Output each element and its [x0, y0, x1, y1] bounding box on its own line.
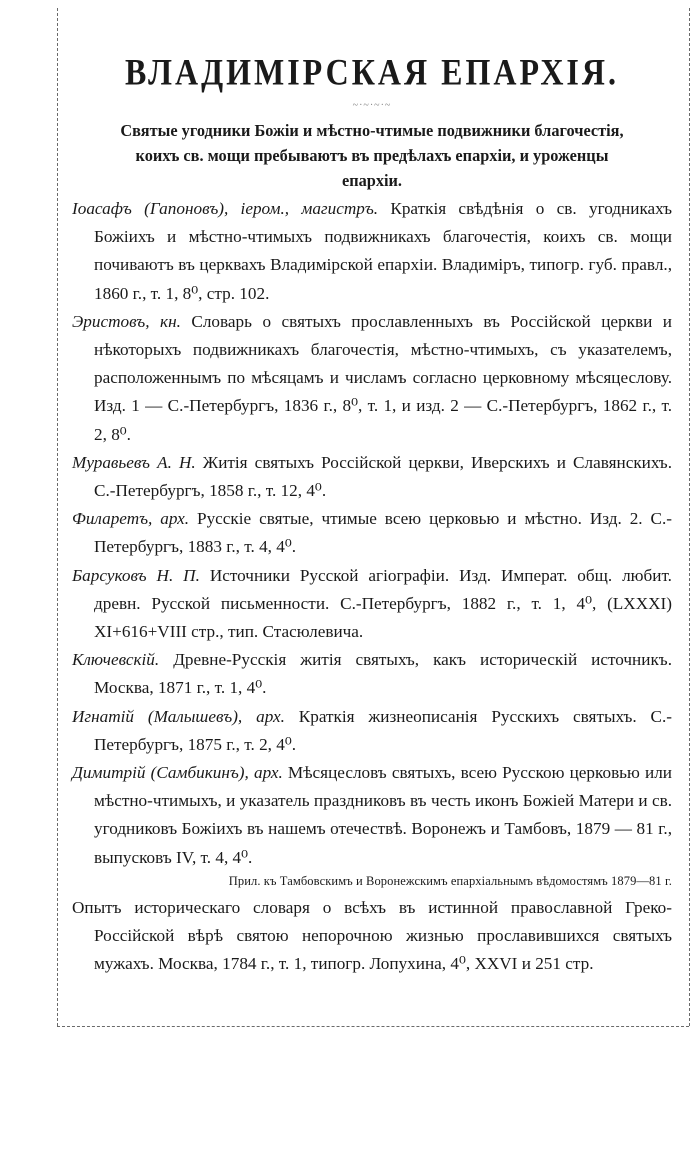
entry-body: Словарь о святыхъ прославленныхъ въ Россійской церкви и нѣкоторыхъ подвижникахъ благочестія, мѣстно-чтимыхъ, съ указателемъ, расположеннымъ по мѣсяцамъ и числамъ согласно церковному мѣсяцеслову. Изд. 1 — С.-Петербургъ, 1836 г., 8⁰, т. 1, и изд. 2 — С.-Петербургъ, 1862 г., т. 2, 8⁰.: [94, 311, 672, 444]
entry-body: Источники Русской агіографіи. Изд. Императ. общ. любит. древн. Русской письменности. С.-Петербургъ, 1882 г., т. 1, 4⁰, (LXXXI) XI+616+VIII стр., тип. Стасюлевича.: [94, 565, 672, 642]
entry-author: Филаретъ, арх.: [72, 509, 190, 529]
bibliography-entry: [72, 646, 672, 702]
title-ornament: ~·~·~·~: [352, 100, 392, 111]
entry-author: Барсуковъ Н. П.: [72, 565, 200, 585]
entry-body: Житія святыхъ Россійской церкви, Иверскихъ и Славянскихъ. С.-Петербургъ, 1858 г., т. 12, 4⁰.: [94, 452, 672, 501]
subtitle-line: Святые угодники Божіи и мѣстно-чтимые подвижники благочестія,: [120, 121, 624, 140]
entry-body: Мѣсяцесловъ святыхъ, всею Русскою церковью или мѣстно-чтимыхъ, и указатель праздниковъ въ честь иконъ Божіей Матери и св. угодниковъ Божіихъ въ нашемъ отечествѣ. Воронежъ и Тамбовъ, 1879 — 81 г., выпусковъ IV, т. 4, 4⁰.: [94, 763, 672, 867]
entry-body: Краткія свѣдѣнія о св. угодникахъ Божіихъ и мѣстно-чтимыхъ подвижникахъ благочестія, коихъ св. мощи почиваютъ въ церквахъ Владимірской епархіи. Владиміръ, типогр. губ. правл., 1860 г., т. 1, 8⁰, стр. 102.: [94, 199, 672, 303]
bibliography-entry: [72, 449, 672, 505]
bibliography-entry: [72, 308, 672, 449]
entry-body: Краткія жизнеописанія Русскихъ святыхъ. С.-Петербургъ, 1875 г., т. 2, 4⁰.: [94, 706, 672, 754]
entry-author: Димитрій (Самбикинъ), арх.: [72, 763, 283, 783]
entry-footnote: Прил. къ Тамбовскимъ и Воронежскимъ епархіальнымъ вѣдомостямъ 1879—81 г.: [228, 873, 672, 888]
entry-author: Іоасафъ (Гапоновъ), іером., магистръ.: [72, 199, 379, 218]
entry-author: Ключевскій.: [72, 650, 160, 670]
subtitle-line: коихъ св. мощи пребываютъ въ предѣлахъ епархіи, и уроженцы: [135, 146, 609, 165]
page-border-right: [689, 8, 690, 1026]
entry-body: Русскіе святые, чтимые всею церковью и мѣстно. Изд. 2. С.-Петербургъ, 1883 г., т. 4, 4⁰.: [94, 509, 673, 557]
subtitle-line: епархіи.: [341, 171, 403, 190]
entry-body: Древне-Русскія житія святыхъ, какъ историческій источникъ. Москва, 1871 г., т. 1, 4⁰.: [94, 650, 672, 698]
bibliography-entry: [72, 505, 672, 561]
bibliography-entry: [72, 703, 672, 759]
bibliography-entry: [72, 759, 672, 872]
section-subtitle: [84, 118, 660, 193]
page-content: [72, 52, 672, 978]
bibliography-entry: [72, 562, 672, 647]
entry-author: Муравьевъ А. Н.: [72, 452, 196, 472]
page-title: ВЛАДИМІРСКАЯ ЕПАРХІЯ.: [125, 51, 619, 93]
entry-author: Игнатій (Малышевъ), арх.: [72, 706, 285, 726]
bibliography-entry: [72, 195, 672, 308]
entry-author: Эристовъ, кн.: [72, 311, 181, 331]
page-border-bottom: [57, 1026, 689, 1027]
bibliography-entry-final: Опытъ историческаго словаря о всѣхъ въ истинной православной Греко-Россійской вѣрѣ святою непорочною жизнью прославившихся святыхъ мужахъ. Москва, 1784 г., т. 1, типогр. Лопухина, 4⁰, XXVI и 251 стр.: [72, 897, 672, 974]
page-border-left: [57, 8, 58, 1026]
